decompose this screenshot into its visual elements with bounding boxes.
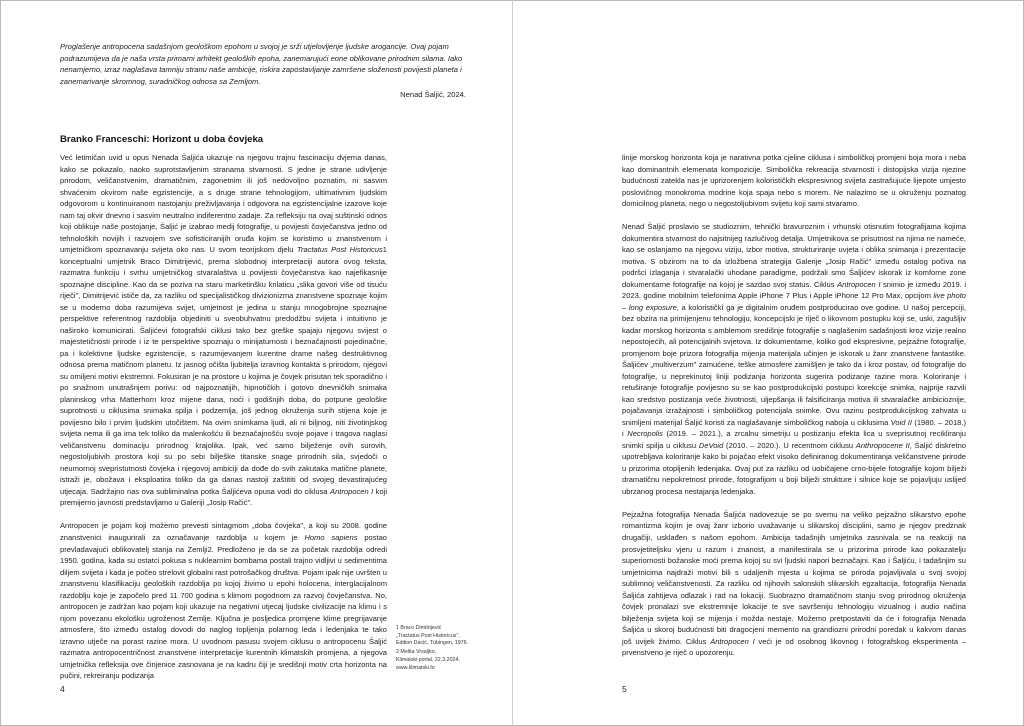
page-divider: [512, 0, 513, 726]
right-paragraph-1: linije morskog horizonta koja je narativna potka cjeline ciklusa i simboličkoj promjeni boja mora i neba kao dominantnih elemenata kompozicije. Simbolička rekreacija stvarnosti i distopijska vizija njezine budućnosti zatekla nas je uprizorenjem kolorističkih ekspresivnog svijeta zastrašujuće lijepote umjesto poslovičnog monokroma modrine koja spaja nebo s morem. Ne nalazimo se u okruženju poznatog domicilnog planeta, nego u negostoljubivom svijetu koji sami stvaramo.: [622, 153, 966, 209]
left-paragraph-1: [60, 152, 387, 509]
right-paragraph-2: [622, 221, 966, 497]
text: (1980. – 2018.) i: [622, 417, 966, 439]
italic-term: live photo – long exposure: [622, 291, 966, 312]
text: (2019. – 2021.), a zrcalnu simetriju u postizanju efekta lica u sveprisutnoj recikliranju snimki spilja u ciklusu: [622, 429, 966, 450]
right-paragraph-3: [622, 509, 966, 659]
italic-title: Tractatus Post Historicus: [296, 245, 383, 255]
text: snimio je između 2019. i 2023. godine mobilnim telefonima Apple iPhone 7 Plus i Apple iPhone 12 Pro Max, opcijom: [622, 279, 967, 301]
italic-title: Anthropocene II: [855, 440, 910, 450]
text: postao prevladavajući oblikovatelj stanja na Zemlji2. Predloženo je da se za početak razdoblja odredi 1950. godina, kada su ostatci pokusa s nuklearnim bombama postali trajno vidljivi u sedimentima diljem svijeta i kada je počeo strelovit globalni rast potrošačkog društva. Pojam ipak nije uvršten u znanstvenu klasifikaciju geoloških razdoblja po kojoj živimo u epohi holocena, interglacijalnom razdoblju koje je započelo pred 11 700 godina s klimom pogodnom za razvoj čovječanstva. No, antropocen je zadržan kao pojam koji ukazuje na negativni utjecaj ljudske civilizacije na klimu i s njom povezanu ekološku ugroženost Zemlje. Ključna je posljedica promjene klime pregrijavanje atmosfere, što između ostalog dovodi do naglog topljenja polarnog leda i ledenjaka te tako izravno utječe na porast razine mora. U uvodnom pasusu svojem ciklusu o antropocenu Šaljić razmatra antropocentričnost znanstvene interpretacije kurentnih klimatskih promjena, a njegova umjetnička refleksija ove činjenice zasnovana je na kadru čiji je središnji motiv crta horizonta na pučini, rekreiranju podizanja: [60, 533, 387, 681]
epigraph: Proglašenje antropocena sadašnjom geološkom epohom u svojoj je srži utjelovljenje ljudske arogancije. Ovaj pojam podrazumijeva da je naša vrsta primarni arhitekt geoloških epoha, zanemarujući eone oblikovane prirodnim silama. Iako nenamjerno, izraz naglašava tamniju stranu naše ambicije, riskira zapostavljanje zamršene složenosti povijesti planeta i zanemarivanje skromnog, suradničkog odnosa sa Zemljom.: [60, 42, 463, 86]
text: , Šaljić diskretno upotrebljava koloriranje kako bi pojačao efekt visoko definiranog dokumentiranja veličanstvene prirode u prizorima otopljenih ledenjaka. Ovaj put za razliku od uobičajene crno-bijele fotografije kojom bilježi dramatičnu nepokretnost prirode, fotografijom u boji bilježi strukture i silnice koje se pojavljuju uslijed ubrzanog procesa nestajanja ledenjaka.: [622, 440, 966, 496]
left-page-column: [60, 152, 387, 682]
text: Već letimičan uvid u opus Nenada Šaljića ukazuje na njegovu trajnu fascinaciju dvjema danas, kako se pokazalo, naoko suprotstavljenim stranama stvarnosti. S jedne je strane udivljenje prirodom, veličanstvenim, dramatičnim, zagonetnim ili još nedovoljno poznatim, ni sasvim shvaćenim okvirom naše egzistencije, a s druge strane tehnologijom, ultimativnim ljudskim odgovorom u kontinuiranom nastojanju preživljavanja i odgovora na egzistencijalne izazove koje nam taj okvir dnevno i sasvim neutralno indiferentno zadaje. Za refleksiju na ovaj suštinski odnos koji oblikuje naše postojanje, Šaljić je izabrao medij fotografije, u povijesti čovječanstva jedno od tehnoloških novijih i razvojem sve sofisticiranijih oruđa kojim se koristimo u znanstvenom i umjetničkom spoznavanju svijeta oko nas. U svom teorijskom djelu: [60, 153, 387, 255]
italic-term: Homo sapiens: [304, 533, 358, 542]
page-number-right: 5: [622, 684, 627, 694]
text: Pejzažna fotografija Nenada Šaljića nadovezuje se po svemu na veliko pejzažno slikarstvo epohe romantizma kojim je ovaj žanr izborio uvažavanje u slikarskoj disciplini, samo je njegov predznak drugačiji, usklađen s našom epohom. Ambicija tadašnjih umjetnika zasnivala se na reakciji na prosvjetiteljsku vjeru u razum i znanost, a manifestirala se u prizorima prirode kao pokazatelju superiornosti božanske moći prema kojoj su svi ljudski napori beznačajni. Kao i Šaljiću, i tadašnjim su umjetnicima najdraži motivi bili s udaljenih mjesta u kojima se priroda pojavljivala u svoj svojoj sublimnoj veličanstvenosti. Za razliku od njihovih salonskih slikarskih egzaltacija, fotografija Nenada Šaljića zahtijeva odlazak i rad na lokaciji. Suobrazno dramatičnom stanju svog prirodnog okruženja čovjek pronalazi sve ekstremnije lokacije te sve savršeniju tehnologiju vizualnog i audio načina bilježenja svijeta koji se mijenja i možda nestaje. Možemo pretpostaviti da će i fotografija Nenada Šaljića u skoroj budućnosti biti dragocjeni memento na grandiozni prirodni poredak u kakvom danas još uvijek živimo. Ciklus: [622, 509, 966, 646]
text: (2010. – 2020.). U recentnom ciklusu: [723, 440, 856, 450]
footnote-2: [396, 649, 488, 672]
text: koji premijerno javnosti predstavljamo u Galeriji „Josip Račić".: [60, 486, 388, 508]
footnotes: [396, 625, 488, 673]
text: Nenad Šaljić proslavio se studioznim, tehnički bravuroznim i vrhunski otisnutim fotografijama kojima dokumentira stvarnost do najsitnijeg razlučivog detalja. Umjetnikova se prisutnost na njima ne namеće, kao se oslanjamo na njegovu viziju, izbor motiva, strukturiranje uvjeta i oblika snimanja i prezentacije motiva. S obzirom na to da izložbena strategija Galerije „Josip Račić" između ostalog počiva na podršci izlaganja i stvaralački uhodane paradigme, podržali smo Šaljićev iskorak iz komforne zone dokumentarne fotografije na kojoj je sazdao svoj status. Ciklus: [622, 222, 966, 289]
right-page-column: [622, 152, 966, 659]
left-paragraph-2: [60, 520, 387, 681]
italic-title: DeVoid: [698, 440, 724, 450]
text: 1 konceptualni umjetnik Braco Dimitrijević, prema slobodnoj interpretaciji autora ovog teksta, razmatra funkciju i svrhu umjetničkog stvaralaštva u povijesti čovječanstva kao najefikasnije spoznajne discipline. Kao da se poziva na staru marketinšku krilaticu „slika govori više od tisuću riječi", Dimitrijević ističe da, za razliku od specijalističkog divizionizma znanstvene spoznaje kojim se u moderno doba razumijeva svijet, umjetnost je jedina u stanju mnogobrojne spoznajne perspektive referentnog razdoblja objediniti u sveobuhvatnu predodžbu svijeta i intuitivno je naširoko komunicirati. Šaljićevi fotografski ciklusi tako bez greške spajaju njegovu svijest o majestetičnosti prirode i iz te perspektive spoznaju o minijaturnosti i beznačajnosti pojedinačne, pa i kolektivne ljudske egzistencije, s razumijevanjem kurentne drame našeg destruktivnog odnosa prema matičnom planetu. Iz jasnog očišta ljubitelja izravnog kontakta s prirodom, njegovi su omiljeni motivi ekstremni. Fokusiran je na prostore u kojima je čovjek prisutan tek sporadično i po snažnom unutrašnjem porivu: od najpoznatijih, hipnotičkih i gotovo dnevničkih snimaka planinskog vrha Matterhorn kroz mijene dana, noći i godišnjih doba, do potpune geološke suprotnosti u ciklusima snimaka spilja i podzemlja, još jednog okruženja surih stijena koje je povijesno bilo i prvim ljudskim utočištem. Na ovim snimkama ljudi, ali ni biljnog, niti životinjskog svijeta nema ili ga ima tek toliko da malenkošću ili beznačajnošću svoje pojave i tragova naglasi veličanstvenu dominaciju prirodnog krajolika. Ipak, već samo bilježenje ovih surovih, negostoljubivih prostora koji su po sebi bilješke titanske snage prirodnih sila, svjedoči o neumornoj svepristutnosti čovjeka i njegovoj ambiciji da dođe do svih zakutaka matične planete, istraži je, obožava i eksploatira toliko da ga danas nastoji zaštititi od svojeg devastirajućeg utjecaja. Sadržajno nas ova subliminalna potka Šaljićeva opusa vodi do ciklusa: [60, 245, 387, 496]
footnote-line: 2 Melita Vrsaljko,: [396, 649, 437, 656]
epigraph-author: Nenad Šaljić, 2024.: [400, 90, 466, 99]
footnote-line: „Tractatus Post Historicus",: [396, 632, 460, 639]
page-number-left: 4: [60, 684, 65, 694]
text: veći je od osobnog likovnog i fotografskog eksperimenta – prvenstveno je riječ o upozorenju.: [622, 636, 967, 658]
footnote-1: [396, 625, 488, 648]
italic-title: Necropolis: [627, 429, 663, 439]
italic-title: Antropocen I: [710, 636, 755, 646]
italic-title: Antropocen I: [330, 486, 374, 496]
footnote-line: www.klimatski.hr: [396, 664, 436, 671]
text: , a kolorističkî ga je digitalnim oruđem postproducirao ove godine. U našoj percepciji, bez obzira na primijenjenu tehnologiju, koncepcijski je riječ o likovnom postupku koji se, uski, zagušljiv kadar morskog horizonta s amblemom središnje fotografije s naglašenim sadašnjosti kroz vizije realno nepostojećih, ali potencijalnih svjetova. Iz dokumentarne, koliko god ekspresivne, pejzažne fotografije, promjenom boje prizora fotografija mijenja materijala učinjen je iskorak u žanr znanstvene fantastike. Šaljićev „multiverzum" zamućene, teške atmosfere zamišljen je tako da i kroz postav, od fotografije do fotografije, u neprekinutoj liniji podizanja horizonta sugerira podizanje razine mora. Koloriranje i retuširanje fotografije povijesno su se kao postprodukcijski postupci korekcije snimka, najprije razvili kao sredstvo postizanja veće životnosti, uljepšanja ili falsificiranja motiva ili stvaralačke ambicioznije, pojačavanja izražajnosti i simboličkog potencijala snimke. Ovu razinu postprodukcijskog zahvata u snimljeni materijal Šaljić koristi za naglašavanje simboličkog naboja u ciklusima: [622, 302, 966, 427]
text: Antropocen je pojam koji možemo prevesti sintagmom „doba čovjeka", a koji su 2008. godine znanstvenici inaugurirali za označavanje razdoblja u kojem je: [60, 521, 387, 542]
italic-title: Void II: [890, 417, 913, 427]
footnote-line: Klimatski portal, 22.3.2024.: [396, 656, 460, 663]
footnote-line: 1 Braco Dimitrijević: [396, 625, 442, 631]
italic-title: Antropocen I: [837, 279, 881, 289]
footnote-line: Edition Dacić, Tübingen, 1976.: [396, 640, 469, 647]
article-title: Branko Franceschi: Horizont u doba čovjeka: [60, 134, 264, 145]
